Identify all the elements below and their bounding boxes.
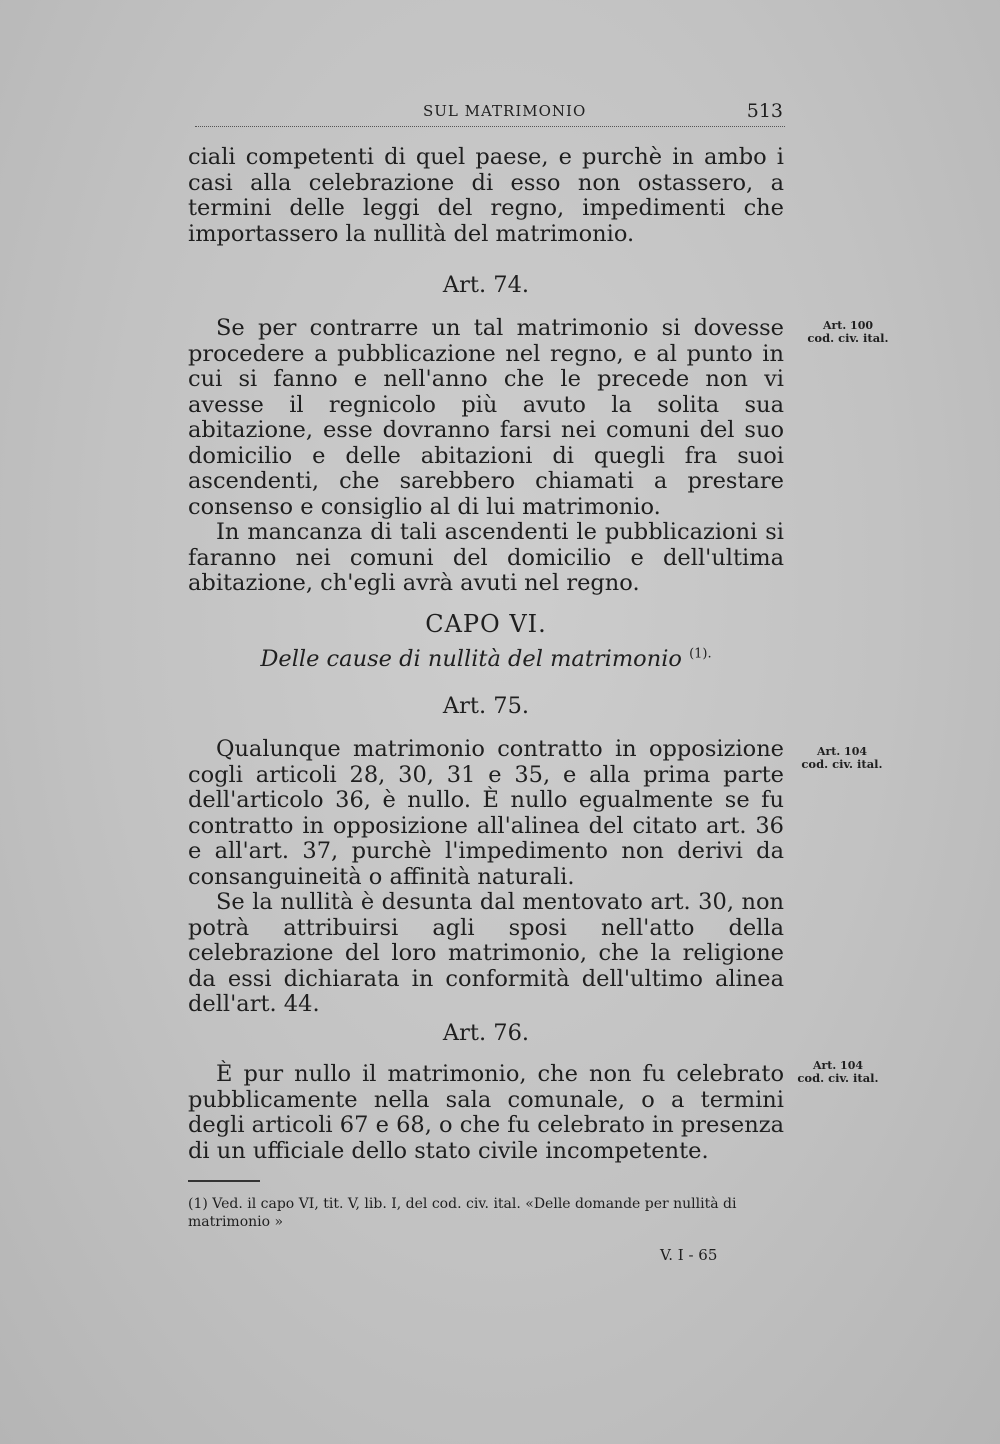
chapter-footnote-marker: (1). <box>689 646 712 662</box>
art-74-paragraph-1: Se per contrarre un tal matrimonio si dovesse procedere a pubblicazione nel regno, e al punto in cui si fanno e nell'anno che le precede non vi avesse il regnicolo più avuto la solita sua abitazione, esse dovranno farsi nei comuni del suo domicilio e delle abitazioni di quegli fra suoi ascendenti, che sarebbero chiamati a prestare consenso e consiglio al di lui matrimonio. <box>188 315 784 520</box>
art-74-paragraph-2: In mancanza di tali ascendenti le pubblicazioni si faranno nei comuni del domicilio e dell'ultima abitazione, ch'egli avrà avuti nel regno. <box>188 519 784 596</box>
art-76-margin-note <box>788 1060 888 1084</box>
art-76-margin-code: cod. civ. ital. <box>797 1071 879 1085</box>
art-76-paragraph-1: È pur nullo il matrimonio, che non fu celebrato pubblicamente nella sala comunale, o a termini degli articoli 67 e 68, o che fu celebrato in presenza di un ufficiale dello stato civile incompetente. <box>188 1061 784 1164</box>
footnote: (1) Ved. il capo VI, tit. V, lib. I, del cod. civ. ital. «Delle domande per nullità di matrimonio » <box>188 1196 737 1230</box>
opening-paragraph-block <box>188 145 784 247</box>
chapter-heading: CAPO VI. <box>425 610 547 638</box>
art-74-margin-ref: Art. 100 <box>822 319 874 332</box>
art-76-body <box>188 1062 784 1164</box>
art-75-body <box>188 737 784 1018</box>
art-76-heading: Art. 76. <box>442 1020 530 1046</box>
art-75-paragraph-2: Se la nullità è desunta dal mentovato art. 30, non potrà attribuirsi agli sposi nell'atto della celebrazione del loro matrimonio, che la religione da essi dichiarata in conformità dell'ultimo alinea dell'art. 44. <box>188 889 784 1017</box>
art-74-margin-code: cod. civ. ital. <box>807 331 889 345</box>
art-74-heading: Art. 74. <box>442 272 530 298</box>
page-header <box>195 100 785 127</box>
chapter-subtitle-line <box>188 646 784 672</box>
art-75-margin-note <box>792 746 892 770</box>
art-76-margin-ref: Art. 104 <box>812 1059 864 1072</box>
art-74-margin-note <box>800 320 896 344</box>
art-75-margin-ref: Art. 104 <box>816 745 868 758</box>
running-title: SUL MATRIMONIO <box>423 102 587 120</box>
signature-mark: V. I - 65 <box>660 1246 718 1264</box>
opening-paragraph: ciali competenti di quel paese, e purchè in ambo i casi alla celebrazione di esso non ostassero, a termini delle leggi del regno, impedimenti che importassero la nullità del matrimonio. <box>188 144 784 247</box>
page-number: 513 <box>746 100 783 122</box>
art-75-paragraph-1: Qualunque matrimonio contratto in opposizione cogli articoli 28, 30, 31 e 35, e alla prima parte dell'articolo 36, è nullo. È nullo egualmente se fu contratto in opposizione all'alinea del citato art. 36 e all'art. 37, purchè l'impedimento non derivi da consanguineità o affinità naturali. <box>188 736 784 890</box>
chapter-subtitle: Delle cause di nullità del matrimonio <box>260 646 682 672</box>
art-75-margin-code: cod. civ. ital. <box>801 757 883 771</box>
footnote-rule <box>188 1180 260 1182</box>
art-74-body <box>188 316 784 597</box>
art-75-heading: Art. 75. <box>442 693 530 719</box>
